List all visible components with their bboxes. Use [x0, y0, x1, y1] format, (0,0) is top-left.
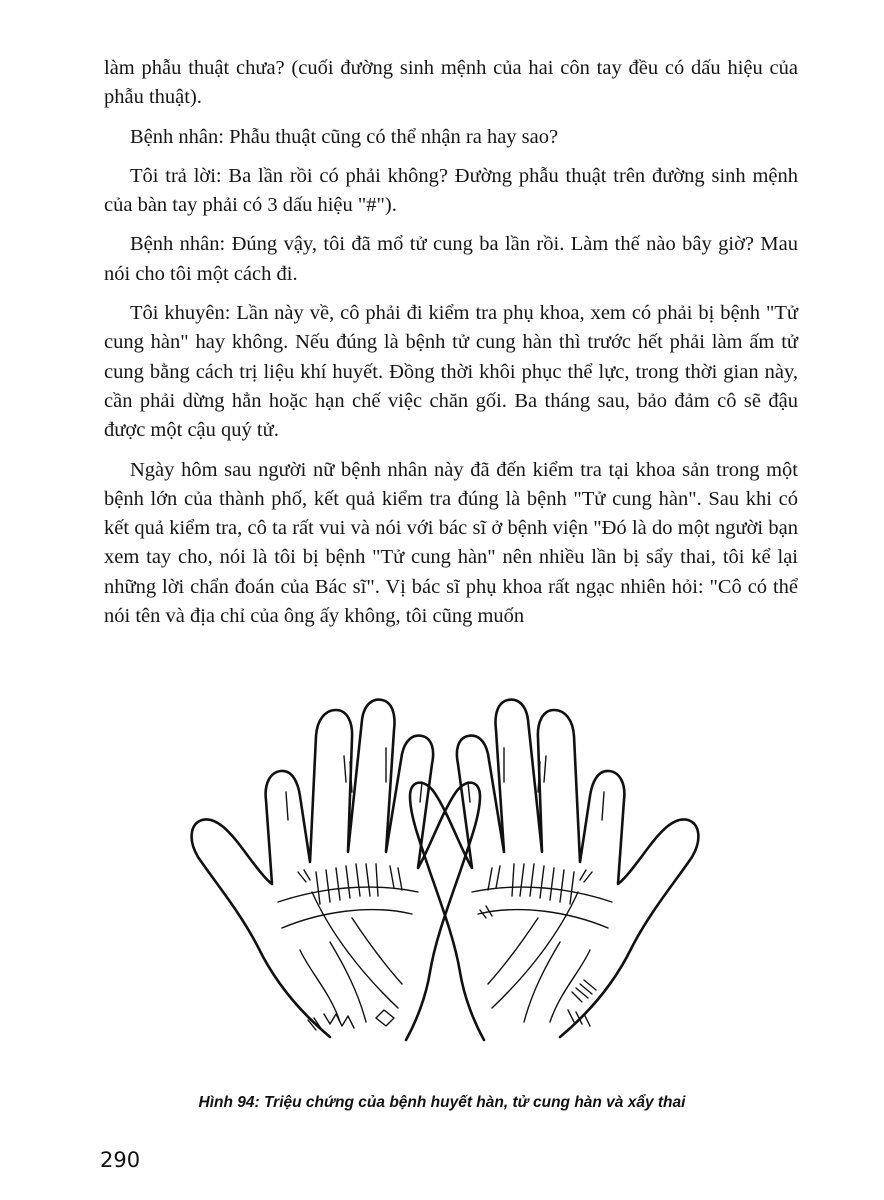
paragraph: làm phẫu thuật chưa? (cuối đường sinh mệnh của hai côn tay đều có dấu hiệu của phẫu thuật).	[104, 57, 798, 109]
body-text	[104, 54, 798, 641]
two-palms-drawing	[180, 692, 710, 1072]
paragraph: Bệnh nhân: Đúng vậy, tôi đã mổ tử cung ba lần rồi. Làm thế nào bây giờ? Mau nói cho tôi một cách đi.	[104, 233, 798, 285]
page-number: 290	[100, 1148, 141, 1172]
paragraph: Tôi khuyên: Lần này về, cô phải đi kiểm tra phụ khoa, xem có phải bị bệnh "Tử cung hàn" hay không. Nếu đúng là bệnh tử cung hàn thì trước hết phải làm ấm tử cung bằng cách trị liệu khí huyết. Đồng thời khôi phục thể lực, trong thời gian này, cần phải dừng hẳn hoặc hạn chế việc chăn gối. Ba tháng sau, bảo đảm cô sẽ đậu được một cậu quý tử.	[104, 302, 798, 442]
paragraph: Bệnh nhân: Phẫu thuật cũng có thể nhận ra hay sao?	[130, 125, 559, 148]
figure-caption: Hình 94: Triệu chứng của bệnh huyết hàn, tử cung hàn và xẩy thai	[198, 1094, 686, 1111]
paragraph: Ngày hôm sau người nữ bệnh nhân này đã đến kiểm tra tại khoa sản trong một bệnh lớn của thành phố, kết quả kiểm tra đúng là bệnh "Tử cung hàn". Sau khi có kết quả kiểm tra, cô ta rất vui và nói với bác sĩ ở bệnh viện "Đó là do một người bạn xem tay cho, nói là tôi bị bệnh "Tử cung hàn" nên nhiều lần bị sẩy thai, tôi kể lại những lời chẩn đoán của Bác sĩ". Vị bác sĩ phụ khoa rất ngạc nhiên hỏi: "Cô có thể nói tên và địa chỉ của ông ấy không, tôi cũng muốn	[104, 458, 798, 628]
palm-illustration	[180, 692, 710, 1072]
paragraph: Tôi trả lời: Ba lần rồi có phải không? Đường phẫu thuật trên đường sinh mệnh của bàn tay phải có 3 dấu hiệu "#").	[104, 164, 798, 217]
